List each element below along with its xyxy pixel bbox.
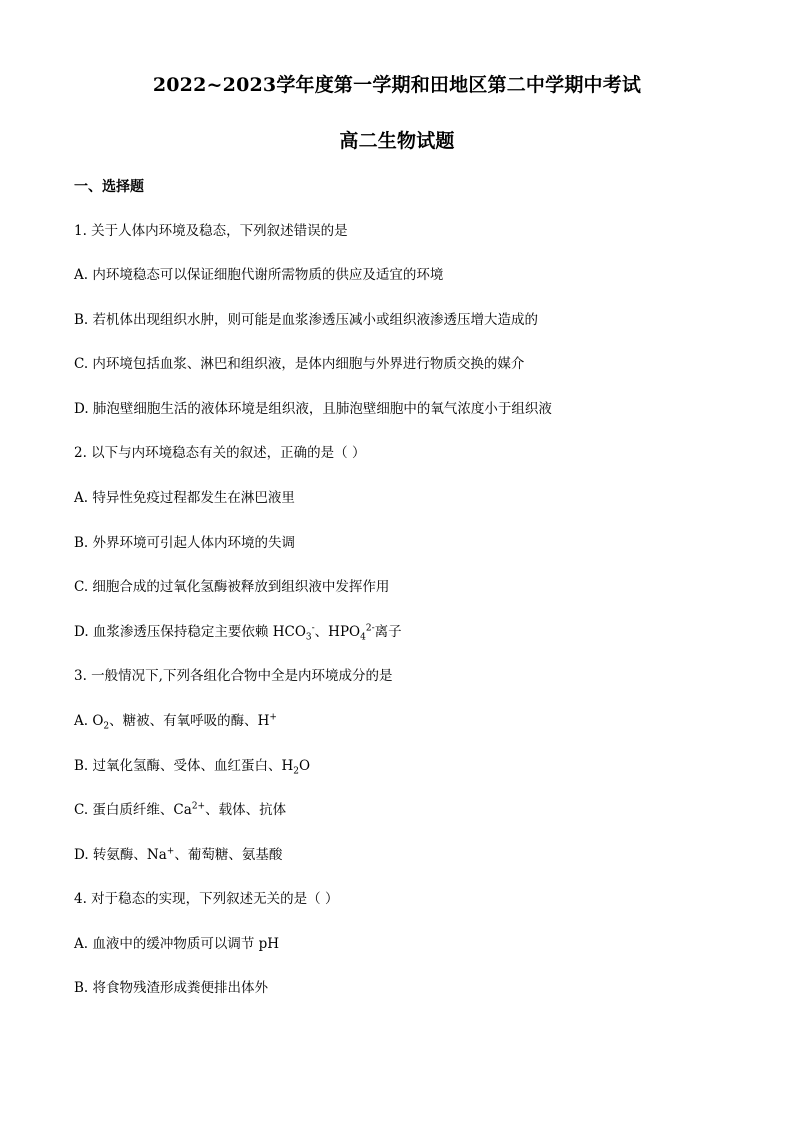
question-2-option-d (74, 623, 402, 641)
section-heading: 一、选择题 (74, 179, 144, 195)
question-2-option-b: B. 外界环境可引起人体内环境的失调 (74, 535, 296, 551)
q3a-sub: 2 (103, 721, 110, 732)
q2d-sup1: - (311, 623, 315, 634)
q3d-sup: + (166, 846, 175, 857)
q3a-prefix: A. O (74, 713, 104, 729)
question-2-option-c: C. 细胞合成的过氧化氢酶被释放到组织液中发挥作用 (74, 579, 390, 595)
q3b-sub: 2 (293, 766, 300, 777)
question-1-option-b: B. 若机体出现组织水肿，则可能是血浆渗透压减小或组织液渗透压增大造成的 (74, 312, 539, 328)
question-3-option-b (74, 757, 310, 775)
exam-subtitle: 高二生物试题 (339, 130, 455, 152)
question-1-option-d: D. 肺泡壁细胞生活的液体环境是组织液，且肺泡壁细胞中的氧气浓度小于组织液 (74, 401, 552, 417)
q2d-suffix: 离子 (374, 624, 402, 640)
question-3-stem: 3. 一般情况下,下列各组化合物中全是内环境成分的是 (74, 668, 393, 684)
question-4-option-a: A. 血液中的缓冲物质可以调节 pH (74, 936, 280, 952)
question-3-option-c (74, 801, 286, 819)
q3d-prefix: D. 转氨酶、Na (74, 847, 167, 863)
q3a-mid: 、糖被、有氧呼吸的酶、H (109, 713, 270, 729)
q3b-prefix: B. 过氧化氢酶、受体、血红蛋白、H (74, 758, 294, 774)
q3a-sup: + (269, 712, 277, 723)
question-2-stem: 2. 以下与内环境稳态有关的叙述，正确的是（ ） (74, 445, 366, 461)
question-1-stem: 1. 关于人体内环境及稳态，下列叙述错误的是 (74, 223, 348, 239)
q3b-suffix: O (299, 758, 311, 774)
question-4-option-b: B. 将食物残渣形成粪便排出体外 (74, 980, 269, 996)
question-3-option-a (74, 712, 277, 730)
q3c-prefix: C. 蛋白质纤维、Ca (74, 802, 192, 818)
q3c-suffix: 、载体、抗体 (205, 802, 287, 818)
question-2-option-a: A. 特异性免疫过程都发生在淋巴液里 (74, 490, 295, 506)
question-1-option-a: A. 内环境稳态可以保证细胞代谢所需物质的供应及适宜的环境 (74, 267, 444, 283)
question-3-option-d (74, 846, 282, 864)
question-1-option-c: C. 内环境包括血浆、淋巴和组织液，是体内细胞与外界进行物质交换的媒介 (74, 356, 525, 372)
q2d-sub1: 3 (305, 632, 312, 643)
q2d-sup2: 2- (365, 623, 375, 634)
q2d-mid: 、HPO (314, 624, 361, 640)
q3c-sup: 2+ (191, 801, 206, 812)
q3d-suffix: 、葡萄糖、氨基酸 (174, 847, 283, 863)
exam-title: 2022~2023学年度第一学期和田地区第二中学期中考试 (152, 74, 642, 96)
question-4-stem: 4. 对于稳态的实现，下列叙述无关的是（ ） (74, 891, 339, 907)
q2d-sub2: 4 (360, 632, 366, 643)
q2d-prefix: D. 血浆渗透压保持稳定主要依赖 HCO (74, 624, 306, 640)
